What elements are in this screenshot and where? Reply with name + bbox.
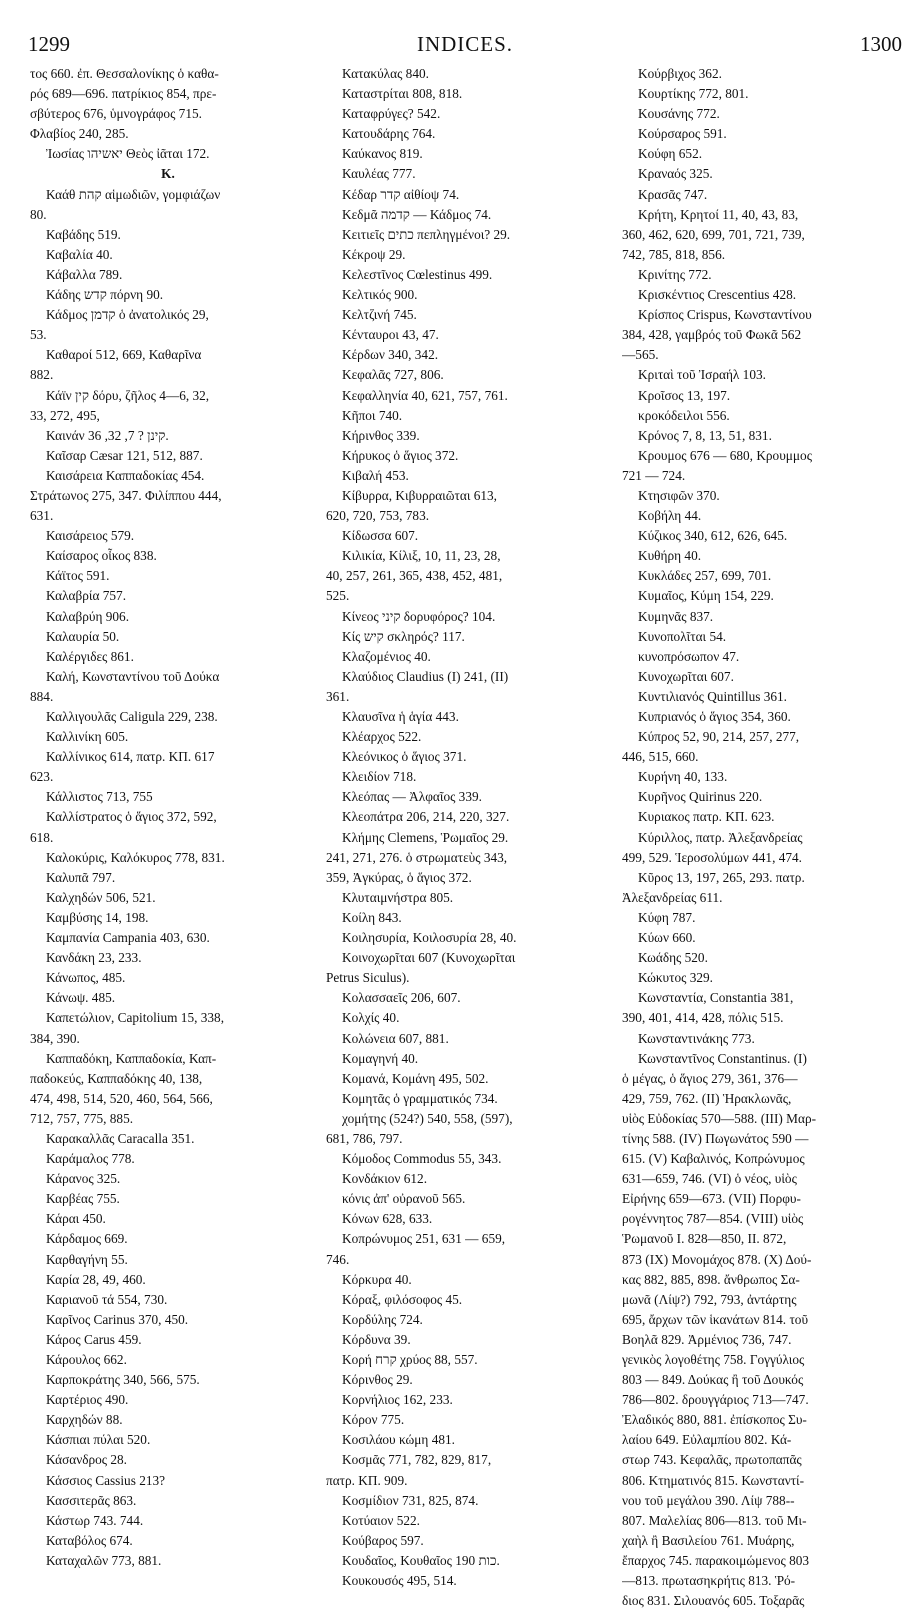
- index-line: ἔπαρχος 745. παρακοιμώμενος 803: [622, 1552, 810, 1568]
- index-line: 446, 515, 660.: [622, 749, 699, 765]
- index-line: ρός 689—696. πατρίκιος 854, πρε-: [30, 86, 217, 102]
- index-line: Καύκανος 819.: [342, 146, 423, 162]
- index-line: Βοηλᾶ 829. Ἀρμένιος 736, 747.: [622, 1331, 792, 1347]
- index-line: Κωνσταντῖνος Constantinus. (I): [638, 1050, 807, 1066]
- page-number-right: 1300: [860, 32, 902, 56]
- index-line: Κίνεος קיני δορυφόρος? 104.: [342, 608, 496, 624]
- index-line: Καταφρύγες? 542.: [342, 106, 441, 122]
- index-line: Κλειδίον 718.: [342, 769, 417, 785]
- index-line: Ἀλεξανδρείας 611.: [622, 889, 723, 905]
- index-line: Κάρδαμος 669.: [46, 1231, 128, 1247]
- index-line: Κειτιεῖς כתים πεπληγμένοι? 29.: [342, 226, 511, 242]
- index-line: Κασσιτερᾶς 863.: [46, 1492, 137, 1508]
- index-line: Κάϊτος 591.: [46, 568, 110, 584]
- index-column-3: [622, 64, 898, 1611]
- index-line: Καρτέριος 490.: [46, 1392, 129, 1408]
- index-line: Καλλινίκη 605.: [46, 729, 129, 745]
- index-line: Καλλιγουλᾶς Caligula 229, 238.: [46, 709, 218, 724]
- index-line: παδοκεύς, Καππαδόκης 40, 138,: [30, 1070, 203, 1086]
- index-line: Κόρον 775.: [342, 1412, 405, 1428]
- index-line: Κάστωρ 743. 744.: [46, 1512, 144, 1528]
- index-line: 681, 786, 797.: [326, 1130, 403, 1146]
- index-line: Καρποκράτης 340, 566, 575.: [46, 1372, 200, 1388]
- index-line: 786—802. δρουγγάριος 713—747.: [622, 1392, 809, 1408]
- index-line: Κρίσπος Crispus, Κωνσταντίνου: [638, 307, 812, 323]
- index-line: Κρασᾶς 747.: [638, 186, 708, 202]
- index-line: Κέρδων 340, 342.: [342, 347, 439, 363]
- index-line: Κουσάνης 772.: [638, 106, 720, 122]
- index-line: κόνις ἀπ' οὐρανοῦ 565.: [342, 1191, 466, 1207]
- index-line: Κοσμίδιον 731, 825, 874.: [342, 1492, 479, 1508]
- index-line: Κρόνος 7, 8, 13, 51, 831.: [638, 427, 772, 443]
- running-title: INDICES.: [416, 32, 514, 56]
- index-line: Καλαυρία 50.: [46, 628, 120, 644]
- index-line: στωρ 743. Κεφαλᾶς, πρωτοπαπᾶς: [622, 1452, 802, 1468]
- index-line: Κουκουσός 495, 514.: [342, 1573, 457, 1589]
- index-line: Κοινοχωρῖται 607 (Κυνοχωρῖται: [342, 950, 516, 966]
- index-line: 873 (IX) Μονομάχος 878. (X) Δού-: [622, 1251, 812, 1267]
- index-line: Κῦρος 13, 197, 265, 293. πατρ.: [638, 869, 805, 885]
- index-line: 80.: [30, 206, 47, 222]
- index-line: Καθαροί 512, 669, Καθαρῖνα: [46, 347, 202, 363]
- index-line: Κάσανδρος 28.: [46, 1452, 127, 1468]
- index-line: Καίσαρος οἶκος 838.: [46, 548, 157, 564]
- index-line: Καλή, Κωνσταντίνου τοῦ Δούκα: [46, 668, 220, 684]
- index-line: 695, ἄρχων τῶν ἱκανάτων 814. τοῦ: [622, 1311, 809, 1327]
- index-line: γενικὸς λογοθέτης 758. Γογγύλιος: [622, 1352, 805, 1367]
- index-line: Κόρκυρα 40.: [342, 1271, 412, 1287]
- index-line: 499, 529. Ἱεροσολύμων 441, 474.: [622, 849, 802, 865]
- index-line: Κριταὶ τοῦ Ἰσραήλ 103.: [638, 367, 766, 383]
- index-line: μωνᾶ (Λίψ?) 792, 793, ἀντάρτης: [622, 1291, 797, 1307]
- index-line: Καβαλία 40.: [46, 246, 113, 262]
- index-line: 525.: [326, 588, 350, 604]
- index-line: 803 — 849. Δούκας ἢ τοῦ Δουκός: [622, 1372, 804, 1388]
- index-line: Κιλικία, Κίλιξ, 10, 11, 23, 28,: [342, 548, 501, 564]
- index-line: 40, 257, 261, 365, 438, 452, 481,: [326, 568, 503, 584]
- index-line: Κουδαῖος, Κουθαῖος כות 190.: [342, 1552, 500, 1568]
- index-line: Καλοκύρις, Καλόκυρος 778, 831.: [46, 849, 225, 865]
- index-line: Κομητᾶς ὁ γραμματικός 734.: [342, 1090, 498, 1106]
- index-line: 429, 759, 762. (II) Ἡρακλωνᾶς,: [622, 1090, 792, 1106]
- index-line: Κάϊν קין δόρυ, ζῆλος 4—6, 32,: [46, 387, 210, 403]
- index-line: —565.: [622, 347, 659, 363]
- index-line: Κυθήρη 40.: [638, 548, 702, 564]
- index-line: Καρία 28, 49, 460.: [46, 1271, 146, 1287]
- index-line: Κελτζινή 745.: [342, 307, 417, 323]
- index-line: 615. (V) Καβαλινός, Κοπρώνυμος: [622, 1151, 805, 1167]
- index-line: 807. Μαλελίας 806—813. τοῦ Μι-: [622, 1512, 807, 1528]
- index-line: 623.: [30, 769, 54, 785]
- index-line: τίνης 588. (IV) Πωγωνάτος 590 —: [622, 1130, 809, 1146]
- index-line: Κυμηνᾶς 837.: [638, 608, 714, 624]
- index-line: Κολασσαεῖς 206, 607.: [342, 990, 461, 1006]
- index-line: 618.: [30, 829, 54, 845]
- index-line: 390, 401, 414, 428, πόλις 515.: [622, 1010, 784, 1026]
- index-line: Καπετώλιον, Capitolium 15, 338,: [46, 1010, 225, 1026]
- index-line: Καρῖνος Carinus 370, 450.: [46, 1311, 189, 1327]
- index-line: Καλαβρύη 906.: [46, 608, 130, 624]
- index-line: Κατουδάρης 764.: [342, 126, 436, 142]
- index-line: Κούρβιχος 362.: [638, 66, 722, 81]
- index-columns: [30, 64, 906, 1611]
- index-line: Κούφη 652.: [638, 146, 703, 162]
- page-number-left: 1299: [28, 32, 70, 56]
- index-line: Κυπριανός ὁ ἅγιος 354, 360.: [638, 709, 791, 724]
- index-line: χομήτης (524?) 540, 558, (597),: [342, 1110, 513, 1126]
- index-line: Ῥωμανοῦ I. 828—850, II. 872,: [622, 1231, 787, 1247]
- index-line: Κίς קיש σκληρός? 117.: [342, 628, 465, 644]
- index-line: Καρθαγήνη 55.: [46, 1251, 128, 1267]
- index-line: Κωνσταντία, Constantia 381,: [638, 990, 794, 1006]
- index-line: Κλεόνικος ὁ ἅγιος 371.: [342, 749, 467, 765]
- index-line: ρογέννητος 787—854. (VIII) υἱὸς: [622, 1211, 804, 1227]
- index-line: Καριανοῦ τά 554, 730.: [46, 1291, 168, 1307]
- index-line: Κομαγηνή 40.: [342, 1050, 419, 1066]
- index-line: Καρβέας 755.: [46, 1191, 120, 1207]
- index-line: Καράμαλος 778.: [46, 1151, 135, 1167]
- index-line: Κατακύλας 840.: [342, 66, 429, 81]
- index-line: Κώκυτος 329.: [638, 970, 713, 986]
- index-line: Κλαζομένιος 40.: [342, 648, 431, 664]
- index-line: Κελεστῖνος Cœlestinus 499.: [342, 266, 493, 282]
- index-line: 712, 757, 775, 885.: [30, 1110, 134, 1126]
- index-line: Κτησιφῶν 370.: [638, 487, 720, 503]
- index-line: Κόρδυνα 39.: [342, 1331, 411, 1347]
- index-line: 474, 498, 514, 520, 460, 564, 566,: [30, 1090, 213, 1106]
- index-line: Κήρινθος 339.: [342, 427, 420, 443]
- index-line: Κοτύαιον 522.: [342, 1512, 420, 1528]
- index-line: Κοίλη 843.: [342, 909, 402, 925]
- index-line: νου τοῦ μεγάλου 390. Λίψ 788--: [622, 1492, 795, 1508]
- index-line: Καλυπᾶ 797.: [46, 869, 116, 885]
- index-line: Καμπανία Campania 403, 630.: [46, 930, 210, 946]
- index-line: Κλεοπάτρα 206, 214, 220, 327.: [342, 809, 510, 825]
- index-line: Κλεόπας — Ἀλφαῖος 339.: [342, 789, 482, 805]
- index-line: Καρακαλλᾶς Caracalla 351.: [46, 1130, 195, 1146]
- index-line: Κοσμᾶς 771, 782, 829, 817,: [342, 1452, 492, 1468]
- index-line: Κομανά, Κομάνη 495, 502.: [342, 1070, 489, 1086]
- index-line: Κελτικός 900.: [342, 287, 418, 303]
- index-line: ὁ μέγας, ὁ ἅγιος 279, 361, 376—: [622, 1070, 798, 1086]
- index-line: Κυρήνη 40, 133.: [638, 769, 728, 785]
- index-line: Κάρανος 325.: [46, 1171, 121, 1187]
- index-line: λαίου 649. Εὐλαμπίου 802. Κά-: [622, 1432, 792, 1448]
- index-line: Καινάν קינן ? 7, 32, 36.: [46, 427, 169, 443]
- index-line: Καρχηδών 88.: [46, 1412, 123, 1428]
- index-line: πατρ. ΚΠ. 909.: [326, 1472, 408, 1488]
- index-line: Ἰωσίας יאשיהו Θεὸς ἰᾶται 172.: [46, 146, 210, 162]
- index-line: Κανδάκη 23, 233.: [46, 950, 142, 966]
- index-line: Κυνοχωρῖται 607.: [638, 668, 734, 684]
- index-line: Κυνοπολῖται 54.: [638, 628, 727, 644]
- index-line: κας 882, 885, 898. ἄνθρωπος Σα-: [622, 1271, 800, 1287]
- index-line: Κρινίτης 772.: [638, 266, 712, 282]
- index-line: 361.: [326, 688, 350, 704]
- index-line: Καλαβρία 757.: [46, 588, 127, 604]
- index-line: Εἰρήνης 659—673. (VII) Πορφυ-: [622, 1191, 801, 1207]
- page-header: [28, 32, 902, 62]
- index-line: Καταχαλῶν 773, 881.: [46, 1552, 162, 1568]
- index-line: Κρουμος 676 — 680, Κρουμμος: [638, 447, 812, 463]
- index-line: Κοβήλη 44.: [638, 508, 702, 524]
- index-line: Κάρουλος 662.: [46, 1352, 127, 1367]
- index-line: Κρήτη, Κρητοί 11, 40, 43, 83,: [638, 206, 799, 222]
- index-line: Κουρτίκης 772, 801.: [638, 86, 749, 102]
- index-line: χαὴλ ἢ Βασιλείου 761. Μυάρης,: [622, 1532, 795, 1548]
- index-line: Κοσιλάου κώμη 481.: [342, 1432, 455, 1448]
- index-line: Κυκλάδες 257, 699, 701.: [638, 568, 772, 584]
- index-line: Κλυταιμνήστρα 805.: [342, 889, 454, 905]
- index-line: Κίδωσσα 607.: [342, 528, 419, 544]
- index-line: Καῖσαρ Cæsar 121, 512, 887.: [46, 447, 203, 463]
- index-line: Καταστρίται 808, 818.: [342, 86, 463, 102]
- index-line: σβύτερος 676, ὑμνογράφος 715.: [30, 106, 202, 122]
- index-line: Καάθ קהת αἱμωδιῶν, γομφιάζων: [46, 186, 221, 202]
- index-line: 620, 720, 753, 783.: [326, 508, 430, 524]
- index-line: Κυρῆνος Quirinus 220.: [638, 789, 763, 805]
- index-line: Κάλλιστος 713, 755: [46, 789, 153, 805]
- index-line: Καλέργιδες 861.: [46, 648, 134, 664]
- index-line: Κῆποι 740.: [342, 407, 403, 423]
- index-line: Petrus Siculus).: [326, 970, 410, 986]
- index-line: Κονδάκιον 612.: [342, 1171, 428, 1187]
- index-line: Καλλίστρατος ὁ ἅγιος 372, 592,: [46, 809, 217, 825]
- index-line: Καισάρειος 579.: [46, 528, 135, 544]
- index-line: 746.: [326, 1251, 350, 1267]
- index-line: 806. Κτηματινός 815. Κωνσταντί-: [622, 1472, 805, 1488]
- index-line: Ἐλαδικός 880, 881. ἐπίσκοπος Συ-: [622, 1412, 807, 1428]
- index-line: Κόμοδος Commodus 55, 343.: [342, 1151, 502, 1167]
- index-line: Καισάρεια Καππαδοκίας 454.: [46, 467, 205, 483]
- index-line: Κρισκέντιος Crescentius 428.: [638, 287, 797, 303]
- index-line: Κύριλλος, πατρ. Ἀλεξανδρείας: [638, 829, 803, 845]
- index-line: 721 — 724.: [622, 467, 686, 483]
- index-line: 384, 428, γαμβρός τοῦ Φωκᾶ 562: [622, 327, 802, 343]
- index-line: 53.: [30, 327, 47, 343]
- index-line: Κορή קרח χρύος 88, 557.: [342, 1352, 478, 1367]
- index-line: Καμβύσης 14, 198.: [46, 909, 149, 925]
- index-line: 384, 390.: [30, 1030, 80, 1046]
- index-line: Καβάδης 519.: [46, 226, 121, 242]
- index-line: Καταβόλος 674.: [46, 1532, 133, 1548]
- index-line: Κόνων 628, 633.: [342, 1211, 433, 1227]
- index-line: Κωάδης 520.: [638, 950, 708, 966]
- index-line: 882.: [30, 367, 54, 383]
- index-line: Κύφη 787.: [638, 909, 696, 925]
- index-line: διος 831. Σιλουανός 605. Τοξαρᾶς: [622, 1593, 805, 1609]
- index-line: τος 660. ἐπ. Θεσσαλονίκης ὁ καθα-: [30, 66, 219, 81]
- section-letter: K.: [161, 166, 175, 182]
- index-line: Κάραι 450.: [46, 1211, 106, 1227]
- index-line: Κύπρος 52, 90, 214, 257, 277,: [638, 729, 800, 745]
- index-line: Κιβαλή 453.: [342, 467, 409, 483]
- index-line: Κραναός 325.: [638, 166, 713, 182]
- index-line: Καλλίνικος 614, πατρ. ΚΠ. 617: [46, 749, 215, 765]
- index-line: Κοιλησυρία, Κοιλοσυρία 28, 40.: [342, 930, 517, 946]
- index-line: Καλχηδών 506, 521.: [46, 889, 156, 905]
- index-line: κυνοπρόσωπον 47.: [638, 648, 740, 664]
- index-line: Κολχίς 40.: [342, 1010, 400, 1026]
- index-line: 631.: [30, 508, 54, 524]
- index-line: Κάδμος קדמן ὁ ἀνατολικός 29,: [46, 307, 209, 323]
- index-line: Κάρος Carus 459.: [46, 1331, 142, 1347]
- index-line: 884.: [30, 688, 54, 704]
- index-line: 33, 272, 495,: [30, 407, 100, 423]
- index-line: Κυμαῖος, Κύμη 154, 229.: [638, 588, 774, 604]
- index-line: Κροῖσος 13, 197.: [638, 387, 731, 403]
- index-line: Κάδης קדש πόρνη 90.: [46, 287, 164, 303]
- index-line: Κεδμᾶ קדמה — Κάδμος 74.: [342, 206, 492, 222]
- index-line: Καππαδόκη, Καππαδοκία, Καπ-: [46, 1050, 217, 1066]
- index-line: Κάνωψ. 485.: [46, 990, 116, 1006]
- index-line: 359, Ἀγκύρας, ὁ ἅγιος 372.: [326, 869, 472, 885]
- index-line: Φλαβίος 240, 285.: [30, 126, 129, 142]
- index-line: Κέκροψ 29.: [342, 246, 406, 262]
- index-line: 742, 785, 818, 856.: [622, 246, 726, 262]
- index-line: Στράτωνος 275, 347. Φιλίππου 444,: [30, 487, 222, 503]
- index-line: Κωνσταντινάκης 773.: [638, 1030, 755, 1046]
- index-line: Κλήμης Clemens, Ῥωμαῖος 29.: [342, 829, 509, 845]
- index-column-2: [326, 64, 602, 1611]
- index-line: Κάσσιος Cassius 213?: [46, 1472, 166, 1488]
- index-line: Κάβαλλα 789.: [46, 266, 123, 282]
- index-line: Κορδύλης 724.: [342, 1311, 423, 1327]
- index-line: Κούβαρος 597.: [342, 1532, 424, 1548]
- index-line: 631—659, 746. (VI) ὁ νέος, υἱὸς: [622, 1171, 797, 1187]
- index-line: 360, 462, 620, 699, 701, 721, 739,: [622, 226, 805, 242]
- index-line: Κούρσαρος 591.: [638, 126, 727, 142]
- index-line: 241, 271, 276. ὁ στρωματεὺς 343,: [326, 849, 508, 865]
- index-line: Κυριακος πατρ. ΚΠ. 623.: [638, 809, 775, 825]
- index-line: Κέδαρ קדר αἰθίοψ 74.: [342, 186, 460, 202]
- index-line: Κάνωπος, 485.: [46, 970, 126, 986]
- index-line: Κυντιλιανός Quintillus 361.: [638, 688, 787, 704]
- index-line: Κεφαλᾶς 727, 806.: [342, 367, 444, 383]
- index-line: Κύων 660.: [638, 930, 696, 946]
- index-line: Κλαύδιος Claudius (I) 241, (II): [342, 668, 509, 684]
- index-line: Κένταυροι 43, 47.: [342, 327, 439, 343]
- index-line: Κόραξ, φιλόσοφος 45.: [342, 1291, 463, 1307]
- index-line: Κύζικος 340, 612, 626, 645.: [638, 528, 788, 544]
- index-line: κροκόδειλοι 556.: [638, 407, 730, 423]
- index-line: Κάσπιαι πύλαι 520.: [46, 1432, 151, 1448]
- index-line: υἱὸς Εὐδοκίας 570—588. (III) Μαρ-: [622, 1110, 817, 1126]
- index-line: Κοπρώνυμος 251, 631 — 659,: [342, 1231, 506, 1247]
- index-line: Κόρινθος 29.: [342, 1372, 413, 1388]
- index-line: Κορνήλιος 162, 233.: [342, 1392, 453, 1408]
- index-line: —813. πρωτασηκρήτις 813. Ῥό-: [622, 1573, 796, 1589]
- index-column-1: [30, 64, 306, 1611]
- index-line: Κλέαρχος 522.: [342, 729, 422, 745]
- index-line: Κήρυκος ὁ ἅγιος 372.: [342, 447, 459, 463]
- index-line: Κλαυσῖνα ἡ ἁγία 443.: [342, 709, 459, 724]
- index-line: Κεφαλληνία 40, 621, 757, 761.: [342, 387, 508, 403]
- index-line: Καυλέας 777.: [342, 166, 416, 182]
- index-line: Κίβυρρα, Κιβυρραιῶται 613,: [342, 487, 497, 503]
- index-line: Κολώνεια 607, 881.: [342, 1030, 449, 1046]
